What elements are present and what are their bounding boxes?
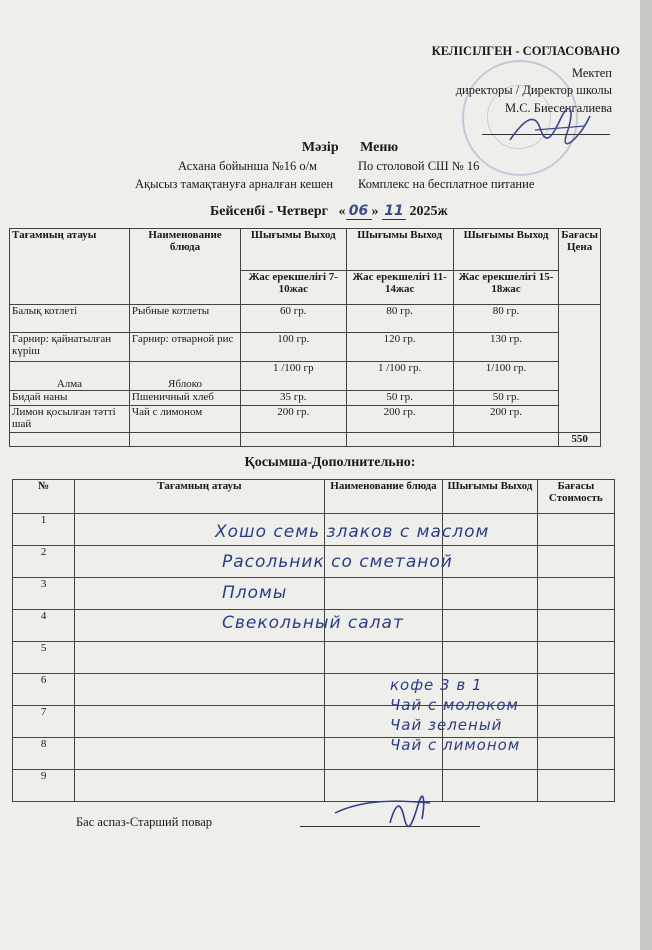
output-age-3: 200 гр. — [453, 406, 558, 433]
row-number: 2 — [13, 546, 75, 578]
dish-kz: Гарнир: қайнатылған күріш — [10, 333, 130, 362]
header-output: Шығымы Выход — [443, 480, 537, 514]
price-cell — [559, 305, 601, 433]
complex-kz: Ақысыз тамақтануға арналған кешен — [135, 177, 334, 191]
dish-ru: Пшеничный хлеб — [129, 391, 240, 406]
handwritten-item-8: Чай с лимоном — [390, 736, 521, 754]
output-age-1: 1 /100 гр — [241, 362, 346, 391]
table-row — [10, 362, 601, 391]
menu-day-date — [210, 203, 448, 220]
table-row — [10, 406, 601, 433]
header-num: № — [13, 480, 75, 514]
header-price: Бағасы Цена — [559, 229, 601, 305]
output-age-3: 50 гр. — [453, 391, 558, 406]
date-mid: » — [371, 204, 379, 219]
output-age-2: 80 гр. — [346, 305, 453, 333]
table-row — [10, 305, 601, 333]
total-row — [10, 433, 601, 447]
header-name-kz: Тағамның атауы — [10, 229, 130, 305]
complex-ru: Комплекс на бесплатное питание — [358, 177, 535, 191]
header-output-2: Шығымы Выход — [346, 229, 453, 271]
row-number: 8 — [13, 738, 75, 770]
table-row — [13, 578, 615, 610]
dish-kz: Лимон қосылған тәтті шай — [10, 406, 130, 433]
output-age-1: 100 гр. — [241, 333, 346, 362]
total-price: 550 — [559, 433, 601, 447]
dish-kz: Бидай наны — [10, 391, 130, 406]
canteen-ru: По столовой СШ № 16 — [358, 159, 480, 173]
row-number: 7 — [13, 706, 75, 738]
table-row — [13, 642, 615, 674]
table-row — [10, 333, 601, 362]
row-number: 4 — [13, 610, 75, 642]
approval-line-1: Мектеп — [571, 66, 612, 80]
handwritten-item-2: Расольник со сметаной — [222, 552, 453, 572]
output-age-2: 120 гр. — [346, 333, 453, 362]
canteen-kz: Асхана бойынша №16 о/м — [178, 159, 317, 173]
handwritten-item-6: Чай с молоком — [390, 696, 519, 714]
approval-title: КЕЛІСІЛГЕН - СОГЛАСОВАНО — [431, 44, 620, 58]
date-month: 11 — [382, 203, 406, 220]
handwritten-item-5: кофе 3 в 1 — [390, 676, 483, 694]
dish-ru: Рыбные котлеты — [129, 305, 240, 333]
output-age-1: 60 гр. — [241, 305, 346, 333]
dish-ru: Гарнир: отварной рис — [129, 333, 240, 362]
table-row — [13, 770, 615, 802]
output-age-2: 200 гр. — [346, 406, 453, 433]
header-output-1: Шығымы Выход — [241, 229, 346, 271]
dish-ru: Чай с лимоном — [129, 406, 240, 433]
handwritten-item-7: Чай зеленый — [390, 716, 503, 734]
header-age-3: Жас ерекшелігі 15-18жас — [453, 271, 558, 305]
table-row — [13, 674, 615, 706]
additional-title: Қосымша-Дополнительно: — [244, 455, 416, 470]
output-age-1: 35 гр. — [241, 391, 346, 406]
header-output-3: Шығымы Выход — [453, 229, 558, 271]
director-signature — [505, 108, 595, 148]
chef-label: Бас аспаз-Старший повар — [76, 815, 213, 829]
page-edge — [640, 0, 652, 950]
row-number: 3 — [13, 578, 75, 610]
row-number: 1 — [13, 514, 75, 546]
table-row — [13, 706, 615, 738]
output-age-1: 200 гр. — [241, 406, 346, 433]
table-row — [10, 391, 601, 406]
header-name-ru: Наименование блюда — [324, 480, 442, 514]
menu-title: Мәзір Меню — [301, 140, 399, 155]
dish-kz: Балық котлеті — [10, 305, 130, 333]
chef-signature — [330, 795, 440, 829]
date-day: 06 — [346, 203, 372, 220]
handwritten-item-4: Свекольный салат — [222, 613, 404, 633]
date-year: 2025ж — [409, 204, 448, 219]
header-name-kz: Тағамның атауы — [75, 480, 325, 514]
header-price: Бағасы Стоимость — [537, 480, 614, 514]
date-open: « — [338, 204, 346, 219]
output-age-2: 1 /100 гр. — [346, 362, 453, 391]
row-number: 9 — [13, 770, 75, 802]
row-number: 5 — [13, 642, 75, 674]
approval-line-2: директоры / Директор школы — [455, 83, 612, 97]
dish-ru: Яблоко — [129, 362, 240, 391]
header-age-2: Жас ерекшелігі 11-14жас — [346, 271, 453, 305]
handwritten-item-3: Пломы — [222, 583, 288, 603]
output-age-3: 80 гр. — [453, 305, 558, 333]
row-number: 6 — [13, 674, 75, 706]
output-age-3: 130 гр. — [453, 333, 558, 362]
table-row — [13, 738, 615, 770]
approval-line-3: М.С. Биесенгалиева — [504, 101, 612, 115]
header-age-1: Жас ерекшелігі 7-10жас — [241, 271, 346, 305]
menu-table — [9, 228, 601, 447]
handwritten-item-1: Хошо семь злаков с маслом — [215, 522, 490, 542]
output-age-2: 50 гр. — [346, 391, 453, 406]
header-name-ru: Наименование блюда — [129, 229, 240, 305]
day-label: Бейсенбі - Четверг — [210, 204, 329, 219]
output-age-3: 1/100 гр. — [453, 362, 558, 391]
dish-kz: Алма — [10, 362, 130, 391]
